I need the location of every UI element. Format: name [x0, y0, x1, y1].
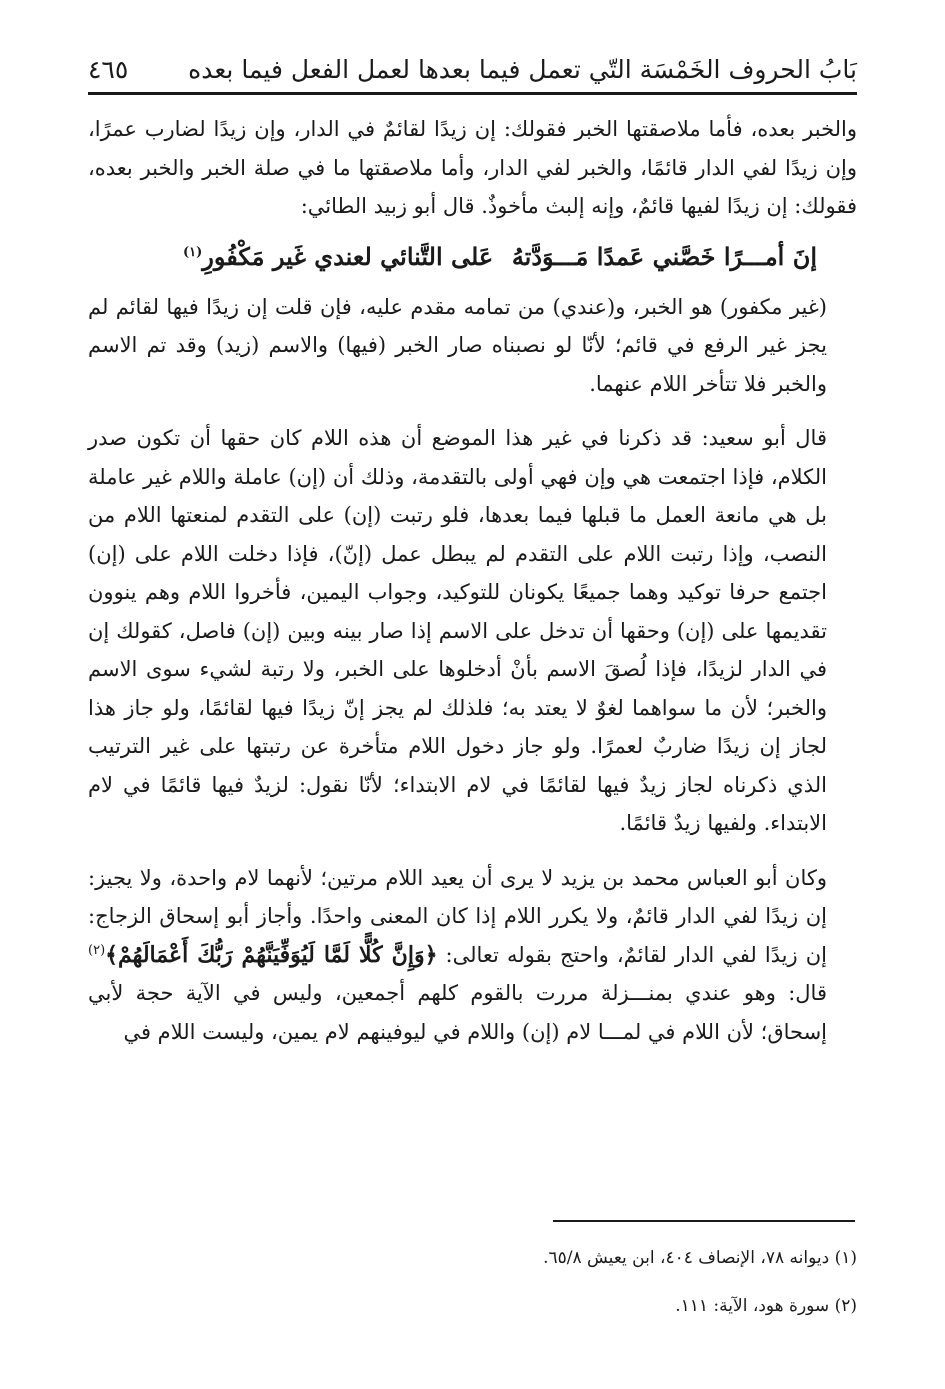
- verse-first-hemistich: إنَ أمـــرًا خَصَّني عَمدًا مَـــوَدَّتهُ: [511, 241, 817, 271]
- verse-line: [88, 226, 857, 288]
- page-number: ٤٦٥: [88, 55, 129, 84]
- verse-second-text: عَلى التَّنائي لعندي غَير مَكْفُورِ: [202, 241, 494, 271]
- header-rule: [88, 92, 857, 95]
- footnote-2: (٢) سورة هود، الآية: ١١١.: [675, 1296, 857, 1316]
- footnote-ref-2: (٢): [88, 942, 106, 958]
- footnote-separator: [553, 1220, 855, 1222]
- paragraph-2: (غير مكفور) هو الخبر، و(عندي) من تمامه مقدم عليه، فإن قلت إن زيدًا فيها لقائم لم يجز غير الرفع في قائم؛ لأنّا لو نصبناه صار الخبر (فيها) والاسم (زيد) وقد تم الاسم والخبر فلا تتأخر اللام عنهما.: [88, 294, 827, 396]
- paragraph-3: قال أبو سعيد: قد ذكرنا في غير هذا الموضع أن هذه اللام كان حقها أن تكون صدر الكلام، فإذا اجتمعت هي وإن فهي أولى بالتقدمة، وذلك أن (إن) عاملة واللام غير عاملة بل هي مانعة العمل ما قبلها فيما بعدها، فلو رتبت (إن) على التقدم لمنعتها اللام من النصب، وإذا رتبت اللام على التقدم لم يبطل عمل (إنّ)، فإذا دخلت اللام على (إن) اجتمع حرفا توكيد وهما جميعًا يكونان للتوكيد، وجواب اليمين، فأخروا اللام وهم ينوون تقديمها على (إن) وحقها أن تدخل على الاسم إذا صار بينه وبين (إن) فاصل، كقولك إن في الدار لزيدًا، فإذا لُصقَ الاسم بأنْ أدخلوها على الخبر، ولا رتبة لشيء سوى الاسم والخبر؛ لأن ما سواهما لغوٌ لا يعتد به؛ فلذلك لم يجز إنّ زيدًا فيها لقائمًا، ولو جاز هذا لجاز إن زيدًا ضاربٌ لعمرًا. ولو جاز دخول اللام متأخرة عن رتبتها على غير الترتيب الذي ذكرناه لجاز زيدٌ فيها لقائمًا في لام الابتداء؛ لأنّا نقول: لزيدٌ فيها قائمًا في لام الابتداء. ولفيها زيدٌ قائمًا.: [88, 426, 827, 835]
- quran-verse: ﴿وَإِنَّ كُلًّا لَمَّا لَيُوَفِّيَنَّهُمْ رَبُّكَ أَعْمَالَهُمْ﴾: [105, 941, 438, 968]
- main-text: [88, 110, 857, 1051]
- paragraph-4-start: وكان أبو العباس محمد بن يزيد لا يرى أن يعيد اللام مرتين؛ لأنهما لام واحدة، ولا يجيز: إن زيدًا لفي الدار قائمٌ، ولا يكرر اللام إذا كان المعنى واحدًا. وأجاز أبو إسحاق الزجاج: إن زيدًا لفي الدار لقائمٌ، واحتج بقوله تعالى:: [88, 865, 827, 967]
- paragraph-1: والخبر بعده، فأما ملاصقتها الخبر فقولك: إن زيدًا لقائمٌ في الدار، وإن زيدًا لضارب عمرًا، وإن زيدًا لفي الدار قائمًا، والخبر لفي الدار، وأما ملاصقتها ما في صلة الخبر والخبر بعده، فقولك: إن زيدًا لفيها قائمٌ، وإنه إلبث مأخوذٌ. قال أبو زبيد الطائي:: [88, 117, 857, 218]
- footnote-ref-1: (١): [183, 244, 203, 260]
- running-title: بَابُ الحروف الخَمْسَة التّي تعمل فيما بعدها لعمل الفعل فيما بعده: [188, 55, 857, 84]
- footnotes: [88, 1234, 857, 1330]
- footnote-1: (١) ديوانه ٧٨، الإنصاف ٤٠٤، ابن يعيش ٦٥/٨.: [543, 1248, 857, 1268]
- verse-second-hemistich: [183, 226, 493, 288]
- page-header: [88, 50, 857, 90]
- paragraph-4: [88, 859, 857, 1052]
- paragraph-4-end: قال: وهو عندي بمنـــزلة مررت بالقوم كلهم أجمعين، وليس في الآية حجة لأبي إسحاق؛ لأن اللام في لمـــا لام (إن) واللام في ليوفينهم لام يمين، وليست اللام في: [88, 981, 827, 1044]
